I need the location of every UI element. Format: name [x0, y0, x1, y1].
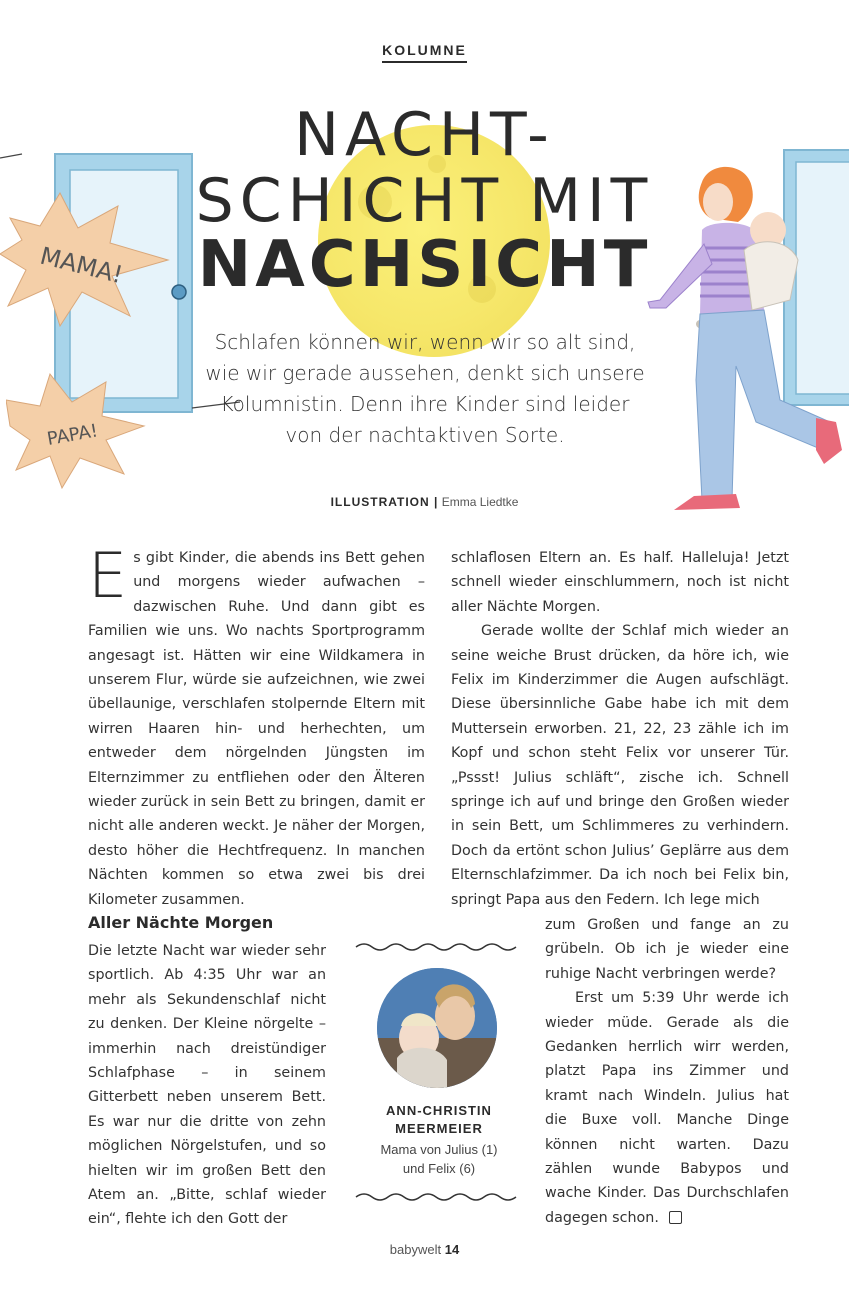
page-number: 14	[444, 1242, 460, 1257]
mama-bubble-text: MAMA!	[37, 241, 126, 290]
magazine-name: babywelt	[389, 1242, 442, 1257]
paragraph-5: zum Großen und fange an zu grübeln. Ob ich je wieder eine ruhige Nacht verbringen werde?	[545, 917, 789, 982]
subheading: Aller Nächte Morgen	[88, 913, 274, 932]
squiggle-divider-bottom	[354, 1190, 524, 1204]
end-mark-icon	[669, 1211, 682, 1224]
paragraph-3: schlaflosen Eltern an. Es half. Halleluja! Jetzt schnell wieder einschlummern, noch ist nicht aller Nächte Morgen.	[451, 550, 789, 615]
author-photo	[377, 968, 497, 1088]
credit-label: ILLUSTRATION |	[330, 495, 439, 509]
illustration-credit	[0, 495, 849, 509]
article-column-right	[451, 546, 789, 912]
papa-bubble-text: PAPA!	[45, 420, 100, 450]
article-column-right-lower	[545, 913, 789, 1230]
section-kicker: KOLUMNE	[0, 42, 849, 58]
squiggle-divider-top	[354, 940, 524, 954]
paragraph-1: s gibt Kinder, die abends ins Bett gehen und morgens wieder aufwachen – dazwischen Ruhe. Und dann gibt es Familien wie uns. Wo nachts Sportprogramm angesagt ist. Hätten wir eine Wildkamera in unserem Flur, würde sie aufzeichnen, wie zwei übellaunige, verschlafen stolpernde Eltern mit wirren Haaren hin- und herhechten, um entweder dem nörgelnden Jüngsten im Elternzimmer zu entfliehen oder den Älteren wieder zurück in sein Bett zu bringen, damit er nicht alle anderen weckt. Je näher der Morgen, desto höher die Hechtfrequenz. In manchen Nächten kommen so etwa zwei bis drei Kilometer zusammen.	[88, 550, 425, 908]
drop-cap: E	[88, 539, 128, 612]
author-description: Mama von Julius (1) und Felix (6)	[380, 1142, 498, 1176]
paragraph-2: Die letzte Nacht war wieder sehr sportlich. Ab 4:35 Uhr war an mehr als Sekundenschlaf nicht zu denken. Der Kleine nörgelte – immerhin nach dreistündiger Schlafphase – in seinem Gitterbett neben unserem Bett. Es war nur die dritte von zehn möglichen Nörgelstufen, und so hielten wir im großen Bett den Atem an. „Bitte, schlaf wieder ein“, flehte ich den Gott der	[88, 943, 326, 1228]
credit-name: Emma Liedtke	[441, 495, 519, 509]
article-column-left	[88, 539, 425, 912]
papa-speech-bubble	[6, 370, 146, 490]
page-folio	[0, 1242, 849, 1257]
headline-line-2: SCHICHT MIT	[195, 166, 654, 236]
author-avatar	[377, 968, 497, 1088]
paragraph-6: Erst um 5:39 Uhr werde ich wieder müde. Gerade als die Gedanken herrlich wirr werden, platzt Papa ins Zimmer und kramt nach Windeln. Julius hat die Buxe voll. Manche Dinge können nicht warten. Dazu zählen wunde Babypos und wache Kinder. Das Durchschlafen dagegen schon.	[545, 990, 789, 1226]
lead-paragraph: Schlafen können wir, wenn wir so alt sind, wie wir gerade aussehen, denkt sich unsere Kolumnistin. Denn ihre Kinder sind leider von der nachtaktiven Sorte.	[205, 330, 645, 447]
author-name: ANN-CHRISTIN MEERMEIER	[386, 1103, 492, 1136]
headline-line-1: NACHT-	[294, 100, 555, 170]
paragraph-4: Gerade wollte der Schlaf mich wieder an seine weiche Brust drücken, da höre ich, wie Felix im Kinderzimmer die Augen aufschlägt. Diese übersinnliche Gabe habe ich mit dem Muttersein erworben. 21, 22, 23 zähle ich im Kopf und schon steht Felix vor unserer Tür. „Pssst! Julius schläft“, zische ich. Schnell springe ich auf und bringe den Großen wieder in sein Bett, um Schlimmeres zu verhindern. Doch da ertönt schon Julius’ Geplärre aus dem Elternschlafzimmer. Da ich noch bei Felix bin, springt Papa aus den Federn. Ich lege mich	[451, 623, 789, 908]
article-column-left-lower	[88, 939, 326, 1232]
headline-line-3: NACHSICHT	[197, 228, 652, 302]
